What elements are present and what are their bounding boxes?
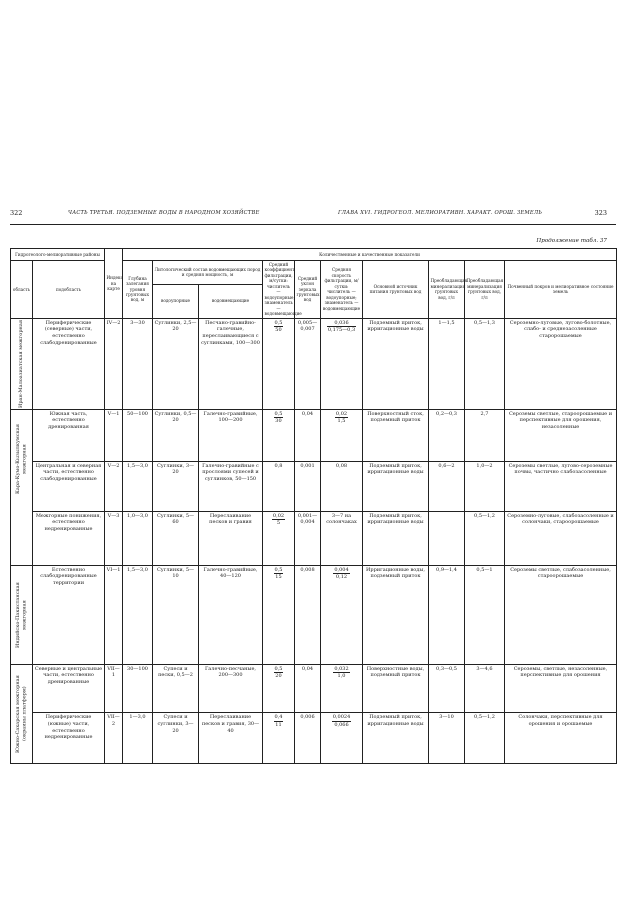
source-cell: Подземный приток, ирригационные воды — [363, 318, 429, 409]
depth-cell: 50—100 — [123, 409, 153, 461]
mineral-mode-cell: 3—4,6 — [465, 664, 505, 712]
index-cell: VII—1 — [105, 664, 123, 712]
table-row — [11, 713, 617, 764]
table-row — [11, 409, 617, 461]
header-quant-group: Количественные и качественные показатели — [123, 249, 617, 261]
velocity-cell: 0,08 — [321, 461, 363, 511]
header-regions-group: Гидрогеолого-мелиоративные районы — [11, 249, 105, 261]
region-label: Кара-Кумо-Кызылкумская межгорная — [15, 423, 28, 494]
velocity-cell: $\frac{0,004}{0,12}$ — [321, 565, 363, 664]
soils-cell: Сероземно-луговые, лугово-болотные, слабо- и среднезасоленные старорошаемые — [505, 318, 617, 409]
subregion-cell: Периферические (северные) части, естественно слабодренированные — [33, 318, 105, 409]
source-cell: Подземный приток, ирригационные воды — [363, 511, 429, 565]
aquitard-cell: Суглинки, 0,5—20 — [153, 409, 199, 461]
subregion-cell: Центральная и северная части, естественно слабодренированные — [33, 461, 105, 511]
source-cell: Ирригационные воды, подземный приток — [363, 565, 429, 664]
header-slope: Средний уклон зеркала грунтовых вод — [295, 261, 321, 319]
right-page-number: 323 — [594, 209, 607, 217]
header-soils: Почвенный покров и мелиоративное состояние земель — [505, 261, 617, 319]
soils-cell: Сероземы светлые, слабозасоленные, староорошаемые — [505, 565, 617, 664]
header-region: область — [11, 261, 33, 319]
filtration-cell: $\frac{0,4}{11}$ — [263, 713, 295, 764]
mineral-cell: 0,9—1,4 — [429, 565, 465, 664]
table-row — [11, 565, 617, 664]
index-cell: IV—2 — [105, 318, 123, 409]
header-velocity: Средняя скорость фильтрации, м/сутки: числитель — водоупорные; знаменатель — водовмещающие — [321, 261, 363, 319]
subregion-cell: Естественно слабодренированные территории — [33, 565, 105, 664]
left-page-number: 322 — [10, 209, 23, 217]
mineral-cell: 1—1,5 — [429, 318, 465, 409]
soils-cell: Сероземы светлые, лугово-сероземные почвы, частично слабозасоленные — [505, 461, 617, 511]
mineral-cell: 0,2—0,3 — [429, 409, 465, 461]
aquifer-cell: Галечно-гравийные, 40—120 — [199, 565, 263, 664]
slope-cell: 0,04 — [295, 664, 321, 712]
header-mineral-mode: Преобладающая минерализация грунтовых вод, г/л — [465, 261, 505, 319]
subregion-cell: Периферические (южные) части, естественно недренированные — [33, 713, 105, 764]
table-row — [11, 318, 617, 409]
mineral-mode-cell: 2,7 — [465, 409, 505, 461]
region-label: Индийско-Пакистанская межгорная — [15, 581, 28, 648]
right-running-title: ГЛАВА XVI. ГИДРОГЕОЛ. МЕЛИОРАТИВН. ХАРАКТ. ОРОШ. ЗЕМЕЛЬ — [338, 210, 543, 216]
slope-cell: 0,001—0,004 — [295, 511, 321, 565]
filtration-cell: 0,8 — [263, 461, 295, 511]
header-index: Индекс на карте — [105, 249, 123, 319]
table-row — [11, 461, 617, 511]
table-row — [11, 664, 617, 712]
source-cell: Подземный приток, ирригационные воды — [363, 713, 429, 764]
region-label: Иран-Малоазиатская межгорная — [18, 319, 25, 408]
header-lithology: Литологический состав водовмещающих пород и средняя мощность, м — [153, 261, 263, 285]
source-cell: Поверхностные воды, подземный приток — [363, 664, 429, 712]
mineral-mode-cell: 1,0—2 — [465, 461, 505, 511]
subregion-cell: Северные и центральные части, естественно дренированные — [33, 664, 105, 712]
subregion-cell: Межгорные понижения, естественно недренированные — [33, 511, 105, 565]
filtration-cell: $\frac{0,5}{50}$ — [263, 318, 295, 409]
aquitard-cell: Супеси и пески, 0,5—2 — [153, 664, 199, 712]
source-cell: Подземный приток, ирригационные воды — [363, 461, 429, 511]
source-cell: Поверхностный сток, подземный приток — [363, 409, 429, 461]
filtration-cell: $\frac{0,5}{20}$ — [263, 664, 295, 712]
aquitard-cell: Суглинки, 2,5—20 — [153, 318, 199, 409]
slope-cell: 0,001 — [295, 461, 321, 511]
mineral-cell: 3—10 — [429, 713, 465, 764]
aquifer-cell: Галечно-гравийные с прослоями супесей и суглинков, 50—150 — [199, 461, 263, 511]
mineral-cell: 0,3—0,5 — [429, 664, 465, 712]
soils-cell: Сероземы светлые, староорошаемые и перспективные для орошения, незасоленные — [505, 409, 617, 461]
filtration-cell: $\frac{0,5}{30}$ — [263, 409, 295, 461]
depth-cell: 1,0—3,0 — [123, 511, 153, 565]
subregion-cell: Южная часть, естественно дренированная — [33, 409, 105, 461]
aquifer-cell: Переслаивание песков и гравия, 30—40 — [199, 713, 263, 764]
mineral-mode-cell: 0,5—1,2 — [465, 511, 505, 565]
header-subregion: подобласть — [33, 261, 105, 319]
depth-cell: 3—30 — [123, 318, 153, 409]
index-cell: VII—2 — [105, 713, 123, 764]
left-running-title: ЧАСТЬ ТРЕТЬЯ. ПОДЗЕМНЫЕ ВОДЫ В НАРОДНОМ ХОЗЯЙСТВЕ — [68, 210, 260, 216]
slope-cell: 0,008 — [295, 565, 321, 664]
region-label: Южно-Сахарская межгорная (окраины платформ) — [15, 674, 28, 753]
table-continuation-label: Продолжение табл. 37 — [536, 238, 607, 244]
depth-cell: 30—100 — [123, 664, 153, 712]
filtration-cell: $\frac{0,02}{5}$ — [263, 511, 295, 565]
velocity-cell: $\frac{0,02}{1,5}$ — [321, 409, 363, 461]
aquitard-cell: Суглинки, 5—10 — [153, 565, 199, 664]
index-cell: VI—1 — [105, 565, 123, 664]
index-cell: V—2 — [105, 461, 123, 511]
velocity-cell: 3—7 на солончаках — [321, 511, 363, 565]
region-cell — [11, 318, 33, 409]
mineral-cell: 0,6—2 — [429, 461, 465, 511]
header-mineral: Преобладающая минерализация грунтовых вод, г/л — [429, 261, 465, 319]
header-aquitard: водоупорные — [153, 284, 199, 318]
region-cell — [11, 664, 33, 763]
index-cell: V—1 — [105, 409, 123, 461]
velocity-cell: $\frac{0,032}{1,0}$ — [321, 664, 363, 712]
soils-cell: Сероземы, светлые, незасоленные, перспективные для орошения — [505, 664, 617, 712]
region-cell — [11, 565, 33, 664]
slope-cell: 0,04 — [295, 409, 321, 461]
soils-cell: Солончаки, перспективные для орошения и орошаемые — [505, 713, 617, 764]
mineral-mode-cell: 0,5—1,3 — [465, 318, 505, 409]
depth-cell: 1,5—3,0 — [123, 461, 153, 511]
slope-cell: 0,005—0,007 — [295, 318, 321, 409]
aquitard-cell: Супеси и суглинки, 3—20 — [153, 713, 199, 764]
aquitard-cell: Суглинки, 3—20 — [153, 461, 199, 511]
mineral-mode-cell: 0,5—1,2 — [465, 713, 505, 764]
velocity-cell: $\frac{0,036}{0,175—0,3}$ — [321, 318, 363, 409]
aquifer-cell: Галечно-песчаные, 200—300 — [199, 664, 263, 712]
filtration-cell: $\frac{0,5}{15}$ — [263, 565, 295, 664]
header-aquifer: водовмещающие — [199, 284, 263, 318]
aquifer-cell: Галечно-гравийные, 100—200 — [199, 409, 263, 461]
index-cell: V—3 — [105, 511, 123, 565]
header-filtration: Средний коэффициент фильтрации, м/сутки: числитель — водоупорные; знаменатель — водовмещающие — [264, 262, 302, 317]
header-source: Основной источник питания грунтовых вод — [363, 261, 429, 319]
region-cell — [11, 409, 33, 565]
mineral-mode-cell: 0,5—1 — [465, 565, 505, 664]
aquitard-cell: Суглинки, 5—60 — [153, 511, 199, 565]
depth-cell: 1,5—3,0 — [123, 565, 153, 664]
aquifer-cell: Песчано-гравийно-галечные, переслаивающиеся с суглинками, 100—300 — [199, 318, 263, 409]
velocity-cell: $\frac{0,0024}{0,066}$ — [321, 713, 363, 764]
header-depth: Глубина залегания уровня грунтовых вод, м — [123, 261, 153, 319]
table-row — [11, 511, 617, 565]
mineral-cell — [429, 511, 465, 565]
depth-cell: 1—3,0 — [123, 713, 153, 764]
header-rule — [10, 224, 616, 225]
soils-cell: Сероземно-луговые, слабозасоленные и солончаки, староорошаемые — [505, 511, 617, 565]
aquifer-cell: Переслаивание песков и гравия — [199, 511, 263, 565]
slope-cell: 0,006 — [295, 713, 321, 764]
hydrogeology-table — [10, 248, 617, 764]
